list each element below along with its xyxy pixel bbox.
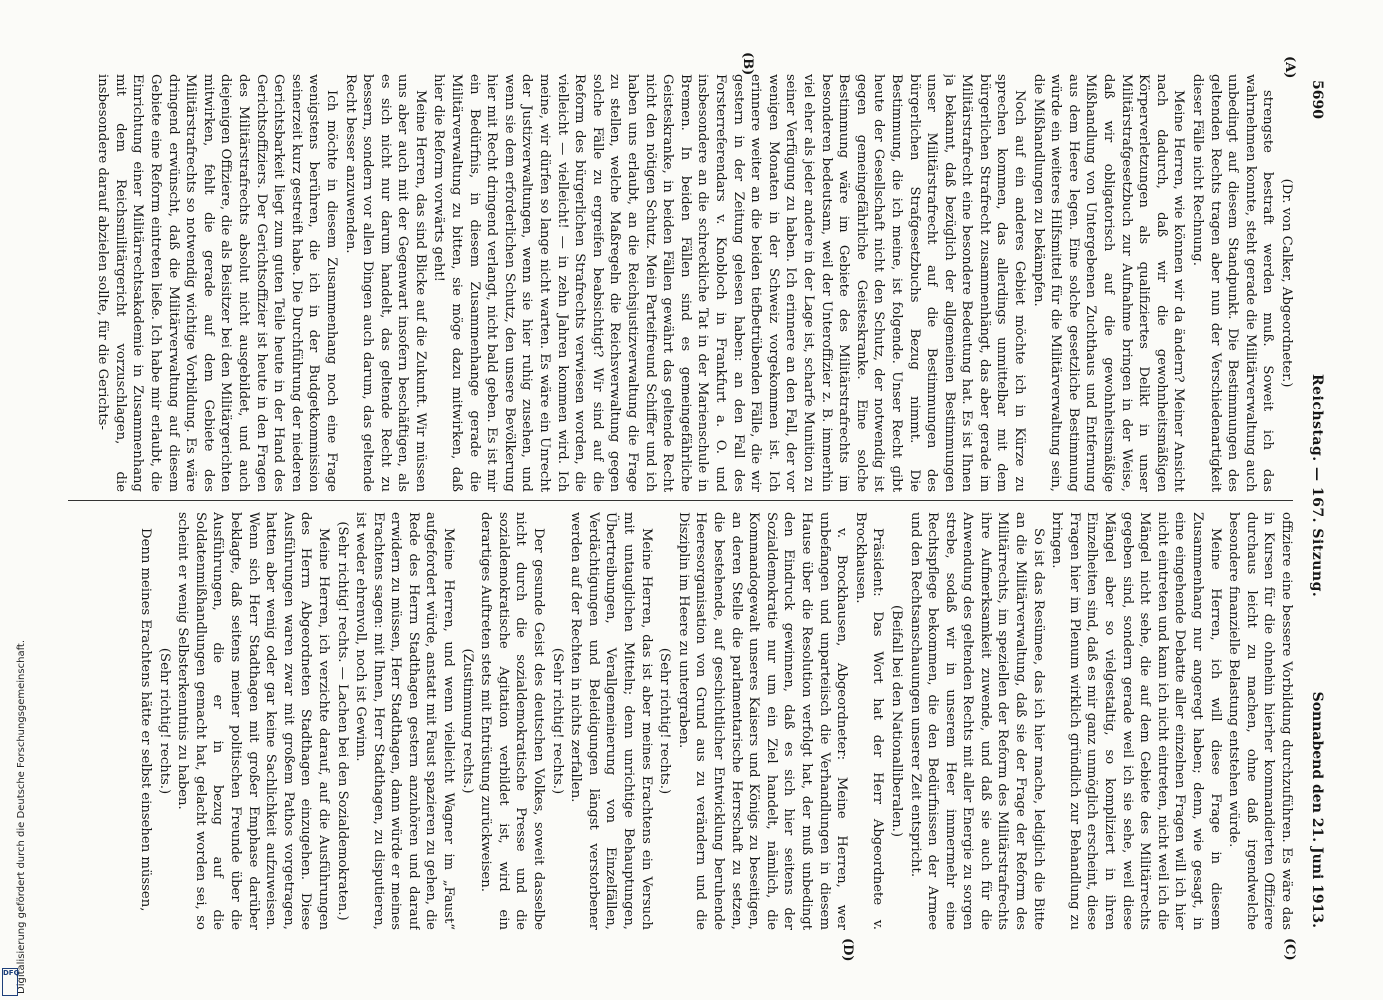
dfg-logo-text: DFG: [3, 969, 20, 977]
interjection: (Sehr richtig! rechts.): [549, 647, 565, 795]
session-date: Sonnabend den 21. Juni 1913.: [1309, 691, 1325, 928]
paragraph: offiziere eine bessere Vorbildung durchzuführen. Es wäre das in Kursen für die ohnehin hierher kommandierten Offiziere durchaus leicht zu machen, ohne daß irgendwelche besondere finanzielle Belastung entstehen würde.: [1226, 512, 1294, 930]
credit-text: Digitalisierung gefördert durch die Deutsche Forschungsgemeinschaft.: [16, 639, 27, 994]
session-title: Reichstag. — 167. Sitzung.: [1309, 374, 1325, 598]
interjection: (Sehr richtig! rechts.): [657, 647, 673, 795]
paragraph: Denn meines Erachtens hätte er selbst einsehen müssen,: [138, 528, 153, 912]
rotated-document-sheet: [55, 52, 1325, 962]
paragraph: Meine Herren, ich will diese Frage in diesem Zusammenhang nur angeregt haben; denn, wie gesagt, in eine eingehende Debatte aller einzelnen Fragen will ich hier nicht eintreten und kann ich nicht eintreten, nicht weil ich die Mängel nicht sehe, die auf dem Gebiete des Militärrechts gegeben sind, sondern gerade weil ich sie sehe, weil diese Mängel aber so vielgestaltig, so kompliziert in ihren Einzelheiten sind, daß es mir ganz unmöglich erscheint, diese Fragen hier im Plenum wirklich gründlich zur Behandlung zu bringen.: [1049, 512, 1223, 930]
paragraph: So ist das Resümee, das ich hier mache, lediglich die Bitte an die Militärverwaltung, daß sie der Frage der Reform des Militärrechts, im speziellen der Reform des Militärstrafrechts ihre Aufmerksamkeit zuwende, und daß sie auch für die Anwendung des geltenden Rechts mit aller Energie zu sorgen strebe, sodaß wir in unserem Heer immermehr eine Rechtspflege bekommen, die den Bedürfnissen der Armee und den Rechtsanschauungen unserer Zeit entspricht.: [907, 512, 1046, 930]
interjection: (Sehr richtig! rechts.): [156, 647, 172, 795]
paragraph: Meine Herren, ich verzichte darauf, auf die Ausführungen des Herrn Abgeordneten Stadthagen einzugehen. Diese Ausführungen waren zwar mit großem Pathos vorgetragen, hatten aber wenig oder gar keine Sachlichkeit aufzuweisen. Wenn sich Herr Stadthagen mit großer Emphase darüber beklagte, daß seitens meiner politischen Freunde über die Ausführungen, die er in bezug auf die Soldatenmißhandlungen gemacht hat, gelacht worden sei, so scheint er wenig Selbsterkenntnis zu haben.: [175, 512, 331, 930]
column-divider: [68, 500, 1293, 501]
president-line: Präsident: Das Wort hat der Herr Abgeordnete v. Brockhausen.: [852, 512, 886, 930]
interjection: (Sehr richtig! rechts. — Lachen bei den Sozialdemokraten.): [334, 521, 350, 921]
paragraph: Ich möchte in diesem Zusammenhang noch eine Frage wenigstens berühren, die ich in der Budgetkommission seinerzeit kurz gestreift habe. Die Durchführung der niederen Gerichtsbarkeit liegt zum guten Teile heute in der Hand des Gerichtsoffiziers. Der Gerichtsoffizier ist heute in den Fragen des Militärstrafrechts absolut nicht ausgebildet, und auch diejenigen Offiziere, die als Beisitzer bei den Militärgerichten mitwirken, fehlt die gerade auf dem Gebiete des Militärstrafrechts so notwendig wichtige Vorbildung. Es wäre dringend erwünscht, daß die Militärverwaltung auf diesem Gebiete eine Reform eintreten ließe. Ich habe mir erlaubt, die Einrichtung einer Militärrechtsakademie in Zusammenhang mit dem Reichsmilitärgericht vorzuschlagen, die insbesondere darauf abzielen sollte, für die Gerichts-: [95, 74, 339, 492]
paragraph: Meine Herren, wie können wir da ändern? Meiner Ansicht nach dadurch, daß wir die gewohnheitsmäßigen Körperverletzungen als qualifiziertes Delikt in unser Militärstrafgesetzbuch zur Aufnahme bringen in der Weise, daß wir obligatorisch auf die gewohnheitsmäßige Mißhandlung von Untergebenen Zuchthaus und Entfernung aus dem Heere legen. Eine solche gesetzliche Bestimmung würde ein weiteres Hilfsmittel für die Militärverwaltung sein, die Mißhandlungen zu bekämpfen.: [1030, 74, 1187, 492]
paragraph: Noch auf ein anderes Gebiet möchte ich in Kürze zu sprechen kommen, das allerdings unmittelbar mit dem bürgerlichen Strafrecht zusammenhängt, das aber gerade im Militärstrafrecht eine besondere Bedeutung hat. Es ist Ihnen ja bekannt, daß bezüglich der allgemeinen Bestimmungen unser Militärstrafrecht auf die Bestimmungen des bürgerlichen Strafgesetzbuchs Bezug nimmt. Die Bestimmung, die ich meine, ist folgende. Unser Recht gibt heute der Gesellschaft nicht den Schutz, der notwendig ist gegen gemeingefährliche Geisteskranke. Eine solche Bestimmung wäre im Gebiete des Militärstrafrechts im besonderen bedeutsam, weil der Unteroffizier z. B. immerhin viel eher als jeder andere in der Lage ist, scharfe Munition zu seiner Verfügung zu haben. Ich erinnere an den Fall, der vor wenigen Monaten in der Schweiz vorgekommen ist. Ich erinnere weiter an die beiden tiefbetrübenden Fälle, die wir gestern in der Zeitung gelesen haben: an den Fall des Forsterreferendars v. Knobloch in Frankfurt a. O. und insbesondere an die schreckliche Tat in der Marienschule in Bremen. In beiden Fällen sind es gemeingefährliche Geisteskranke, in beiden Fällen gewährt das geltende Recht nicht den nötigen Schutz. Mein Parteifreund Schiffer und ich haben uns erlaubt, an die Reichsjustizverwaltung die Frage zu stellen, welche Maßregeln die Reichsverwaltung gegen solche Fälle zu ergreifen beabsichtigt? Wir sind auf die Reform des bürgerlichen Strafrechts verwiesen worden, die vielleicht — vielleicht! — in zehn Jahren kommen wird. Ich meine, wir dürfen so lange nicht warten. Es wäre ein Unrecht der Justizverwaltungen, wenn sie hier ruhig zusehen, und wenn sie dem erforderlichen Schutz, den unsere Bevölkerung hier mit Recht dringend verlangt, nicht bald geben. Es ist mir ein Bedürfnis, in diesem Zusammenhange gerade die Militärverwaltung zu bitten, sie möge dazu mitwirken, daß hier die Reform vorwärts geht!: [431, 74, 1028, 492]
margin-mark-a: (A): [1282, 56, 1297, 79]
paragraph: strengste bestraft werden muß. Soweit ich das wahrnehmen konnte, steht gerade die Militärverwaltung auch unbedingt auf diesem Standpunkt. Die Bestimmungen des geltenden Rechts tragen aber nun der Verschiedenartigkeit dieser Fälle nicht Rechnung.: [1190, 74, 1276, 492]
page-number: 5690: [1309, 80, 1325, 119]
speaker-line: (Dr. von Calker, Abgeordneter.): [1279, 178, 1294, 388]
dfg-logo: [2, 968, 18, 996]
paragraph: Meine Herren, das sind Blicke auf die Zukunft. Wir müssen uns aber auch mit der Gegenwart insofern beschäftigen, als es sich nicht nur darum handelt, das geltende Recht zu bessern, sondern vor allen Dingen auch darum, das geltende Recht besser anzuwenden.: [342, 74, 428, 492]
speaker-paragraph: v. Brockhausen, Abgeordneter: Meine Herren, wer unbefangen und unparteiisch die Verhandlungen in diesem Hause über die Resolution verfolgt hat, der muß unbedingt den Eindruck gewinnen, daß es sich hier seitens der Sozialdemokratie nur um ein Ziel handelt, nämlich, die Kommandogewalt unseres Kaisers und Königs zu beseitigen, an deren Stelle die parlamentarische Herrschaft zu setzen, die bestehende, auf geschichtlicher Entwicklung beruhende Heeresorganisation von Grund aus zu verändern und die Disziplin im Heere zu untergraben.: [675, 512, 850, 930]
paragraph: Der gesunde Geist des deutschen Volkes, soweit dasselbe nicht durch die sozialdemokratische Presse und die sozialdemokratische Agitation verbildet ist, wird ein derartiges Auftreten stets mit Entrüstung zurückweisen.: [478, 512, 547, 930]
margin-mark-b: (B): [740, 52, 755, 76]
left-column: [60, 74, 1295, 492]
paragraph: Meine Herren, und wenn vielleicht Wagner im „Faust“ aufgefordert würde, anstatt mit Faust spazieren zu gehen, die Rede des Herrn Stadthagen gestern anzuhören und darauf erwidern zu müssen, Herr Stadthagen, dann würde er meines Erachtens sagen: mit Ihnen, Herr Stadthagen, zu disputieren, ist weder ehrenvoll, noch ist Gewinn.: [353, 512, 457, 930]
interjection: (Zustimmung rechts.): [459, 648, 475, 794]
digitization-credit: [0, 0, 27, 1000]
right-column: [60, 512, 1295, 930]
paragraph: Meine Herren, das ist aber meines Erachtens ein Versuch mit untauglichen Mitteln; denn unrichtige Behauptungen, Übertreibungen, Verallgemeinerung von Einzelfällen, Verdächtigungen und Beleidigungen längst verstorbener werden auf der Rechten in nichts zerfallen.: [568, 512, 654, 930]
page-header: [1303, 74, 1325, 934]
interjection: (Beifall bei den Nationalliberalen.): [888, 605, 904, 837]
margin-mark-c: (C): [1282, 938, 1297, 961]
margin-mark-d: (D): [840, 938, 855, 962]
